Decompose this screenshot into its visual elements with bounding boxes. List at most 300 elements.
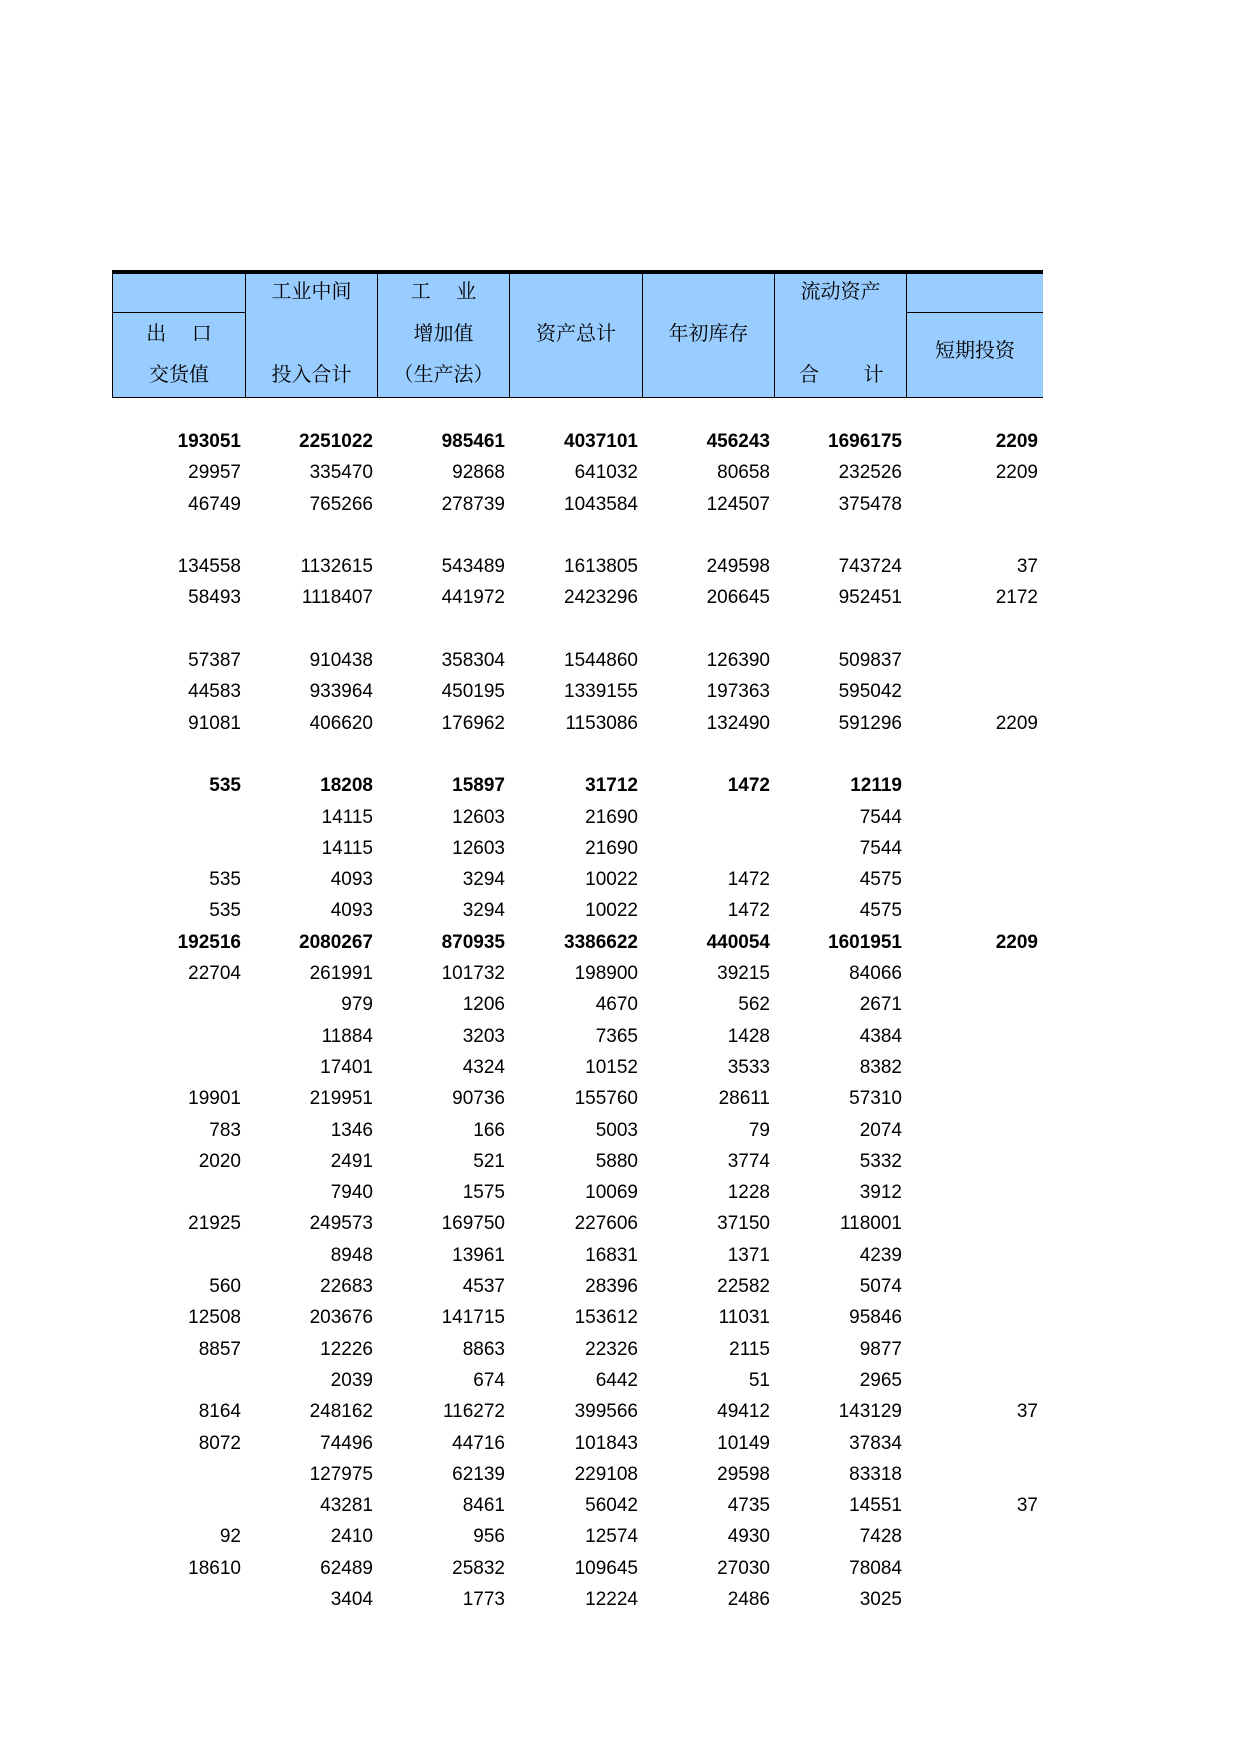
cell-value-added: 92868	[452, 462, 505, 484]
cell-value-added: 278739	[441, 493, 505, 515]
blank-row	[112, 520, 1043, 551]
cell-total-assets: 28396	[585, 1276, 638, 1298]
cell-current-assets-total: 7544	[859, 837, 902, 859]
cell-export-value	[112, 1052, 241, 1083]
cell-total-assets: 109645	[574, 1557, 638, 1579]
table-row	[112, 927, 1043, 958]
cell-opening-inventory: 11031	[718, 1307, 770, 1329]
table-row	[112, 1584, 1043, 1615]
cell-current-assets-total: 4575	[859, 869, 902, 891]
cell-value-added: 44716	[452, 1432, 505, 1454]
cell-value-added: 116272	[443, 1401, 505, 1423]
cell-current-assets-total: 591296	[838, 712, 902, 734]
cell-short-term-investment	[906, 770, 1038, 801]
cell-short-term-investment	[906, 1584, 1038, 1615]
cell-export-value: 22704	[188, 963, 241, 985]
header-line: （生产法）	[393, 362, 494, 386]
cell-export-value: 783	[209, 1119, 241, 1141]
cell-short-term-investment	[906, 1177, 1038, 1208]
cell-current-assets-total: 375478	[838, 493, 902, 515]
header-line: 交货值	[149, 362, 209, 386]
cell-total-assets: 21690	[585, 806, 638, 828]
cell-intermediate-input-total: 765266	[309, 493, 373, 515]
header-intermediate-input-total	[246, 274, 378, 397]
table-row	[112, 770, 1043, 801]
cell-current-assets-total: 12119	[850, 775, 902, 797]
cell-intermediate-input-total: 14115	[321, 806, 373, 828]
table-row	[112, 426, 1043, 457]
cell-opening-inventory: 80658	[717, 462, 770, 484]
cell-total-assets: 4037101	[564, 431, 638, 452]
cell-opening-inventory: 1472	[727, 869, 770, 891]
cell-current-assets-total: 78084	[849, 1557, 902, 1579]
cell-intermediate-input-total: 910438	[309, 650, 373, 672]
cell-intermediate-input-total: 11884	[321, 1025, 373, 1047]
cell-current-assets-total: 118001	[840, 1213, 902, 1235]
cell-current-assets-total: 8382	[859, 1056, 902, 1078]
cell-opening-inventory: 4735	[727, 1495, 770, 1517]
cell-total-assets: 10152	[585, 1056, 638, 1078]
cell-short-term-investment	[906, 1271, 1038, 1302]
cell-value-added: 4537	[462, 1276, 505, 1298]
cell-short-term-investment	[906, 802, 1038, 833]
cell-value-added: 3203	[462, 1025, 505, 1047]
cell-current-assets-total: 4384	[859, 1025, 902, 1047]
cell-total-assets: 6442	[595, 1369, 638, 1391]
cell-current-assets-total: 509837	[838, 650, 902, 672]
cell-total-assets: 10069	[585, 1182, 638, 1204]
cell-opening-inventory: 10149	[717, 1432, 770, 1454]
cell-total-assets: 198900	[574, 963, 638, 985]
cell-short-term-investment	[906, 1428, 1038, 1459]
cell-total-assets: 12224	[585, 1588, 638, 1610]
cell-value-added: 1575	[462, 1182, 505, 1204]
header-current-assets-total	[775, 274, 907, 397]
cell-intermediate-input-total: 4093	[330, 900, 373, 922]
cell-intermediate-input-total: 2251022	[299, 431, 373, 452]
cell-intermediate-input-total: 406620	[309, 712, 373, 734]
cell-short-term-investment	[906, 489, 1038, 520]
cell-total-assets: 1043584	[564, 493, 638, 515]
cell-current-assets-total: 7544	[859, 806, 902, 828]
cell-value-added: 90736	[452, 1088, 505, 1110]
cell-intermediate-input-total: 2080267	[299, 931, 373, 953]
cell-export-value	[112, 1459, 241, 1490]
table-row	[112, 1521, 1043, 1552]
header-value-added	[378, 274, 510, 397]
cell-intermediate-input-total: 17401	[320, 1056, 373, 1078]
cell-short-term-investment	[906, 833, 1038, 864]
cell-intermediate-input-total: 979	[341, 994, 373, 1016]
cell-value-added: 543489	[441, 556, 505, 578]
cell-short-term-investment	[906, 1146, 1038, 1177]
header-divider	[907, 312, 1043, 313]
table-row	[112, 582, 1043, 613]
cell-intermediate-input-total: 62489	[320, 1557, 373, 1579]
cell-total-assets: 227606	[574, 1213, 638, 1235]
cell-export-value: 19901	[188, 1088, 241, 1110]
cell-current-assets-total: 1696175	[828, 431, 902, 452]
cell-total-assets: 4670	[595, 994, 638, 1016]
cell-opening-inventory: 49412	[717, 1401, 770, 1423]
cell-export-value	[112, 989, 241, 1020]
cell-opening-inventory: 28611	[718, 1088, 770, 1110]
cell-intermediate-input-total: 2039	[330, 1369, 373, 1391]
cell-opening-inventory: 2115	[729, 1338, 770, 1360]
cell-short-term-investment	[906, 1365, 1038, 1396]
cell-short-term-investment	[906, 1021, 1038, 1052]
cell-total-assets: 1153086	[565, 712, 638, 734]
cell-intermediate-input-total: 1132615	[300, 556, 373, 578]
cell-short-term-investment: 2209	[995, 931, 1038, 953]
cell-short-term-investment	[906, 895, 1038, 926]
cell-intermediate-input-total: 3404	[330, 1588, 373, 1610]
cell-value-added: 1206	[462, 994, 505, 1016]
cell-export-value: 535	[209, 900, 241, 922]
blank-row	[112, 614, 1043, 645]
blank-row	[112, 739, 1043, 770]
cell-opening-inventory: 27030	[717, 1557, 770, 1579]
cell-total-assets: 5003	[595, 1119, 638, 1141]
table-row	[112, 895, 1043, 926]
cell-export-value: 57387	[188, 650, 241, 672]
cell-export-value: 8857	[198, 1338, 241, 1360]
cell-opening-inventory: 249598	[706, 556, 770, 578]
table-row	[112, 1334, 1043, 1365]
table-row	[112, 1083, 1043, 1114]
cell-opening-inventory: 29598	[717, 1463, 770, 1485]
cell-opening-inventory: 1371	[727, 1244, 770, 1266]
cell-opening-inventory: 37150	[717, 1213, 770, 1235]
cell-intermediate-input-total: 12226	[320, 1338, 373, 1360]
cell-total-assets: 10022	[585, 869, 638, 891]
cell-value-added: 4324	[462, 1056, 505, 1078]
cell-intermediate-input-total: 74496	[320, 1432, 373, 1454]
cell-current-assets-total: 3912	[859, 1182, 902, 1204]
header-line: 合 计	[799, 362, 884, 386]
cell-export-value: 29957	[188, 462, 241, 484]
cell-short-term-investment	[906, 1459, 1038, 1490]
table-row	[112, 1428, 1043, 1459]
cell-total-assets: 12574	[585, 1526, 638, 1548]
cell-value-added: 8863	[462, 1338, 505, 1360]
cell-value-added: 13961	[452, 1244, 505, 1266]
cell-intermediate-input-total: 1118407	[301, 587, 373, 609]
header-divider	[113, 312, 246, 313]
cell-export-value: 535	[209, 775, 241, 797]
cell-value-added: 176962	[441, 712, 505, 734]
cell-opening-inventory: 3774	[727, 1150, 770, 1172]
table-row	[112, 1208, 1043, 1239]
cell-intermediate-input-total: 4093	[330, 869, 373, 891]
header-opening-inventory	[643, 274, 775, 397]
cell-intermediate-input-total: 261991	[309, 963, 373, 985]
cell-current-assets-total: 7428	[859, 1526, 902, 1548]
cell-total-assets: 1544860	[564, 650, 638, 672]
cell-export-value: 21925	[188, 1213, 241, 1235]
header-line: 投入合计	[271, 362, 352, 386]
header-line: 流动资产	[800, 279, 881, 303]
cell-intermediate-input-total: 933964	[309, 681, 373, 703]
cell-export-value: 44583	[188, 681, 241, 703]
cell-intermediate-input-total: 43281	[320, 1495, 373, 1517]
header-line: 短期投资	[935, 338, 1015, 362]
cell-short-term-investment	[906, 676, 1038, 707]
cell-opening-inventory: 1428	[727, 1025, 770, 1047]
table-row	[112, 1553, 1043, 1584]
cell-opening-inventory: 124507	[706, 493, 770, 515]
cell-current-assets-total: 37834	[849, 1432, 902, 1454]
cell-current-assets-total: 5074	[859, 1276, 902, 1298]
cell-opening-inventory	[642, 833, 770, 864]
table-row	[112, 1490, 1043, 1521]
cell-intermediate-input-total: 14115	[321, 837, 373, 859]
table-row	[112, 708, 1043, 739]
cell-intermediate-input-total: 335470	[309, 462, 373, 484]
table-row	[112, 1240, 1043, 1271]
cell-value-added: 985461	[441, 431, 505, 452]
cell-export-value: 18610	[188, 1557, 241, 1579]
cell-export-value: 12508	[188, 1307, 241, 1329]
cell-opening-inventory: 22582	[717, 1276, 770, 1298]
cell-export-value: 535	[209, 869, 241, 891]
cell-export-value	[112, 1177, 241, 1208]
cell-short-term-investment	[906, 1521, 1038, 1552]
table-row	[112, 645, 1043, 676]
table-row	[112, 1365, 1043, 1396]
table-row	[112, 1396, 1043, 1427]
cell-intermediate-input-total: 1346	[330, 1119, 373, 1141]
cell-total-assets: 7365	[595, 1025, 638, 1047]
table-row	[112, 1146, 1043, 1177]
cell-short-term-investment	[906, 1334, 1038, 1365]
table-row	[112, 1271, 1043, 1302]
cell-export-value: 92	[219, 1526, 241, 1548]
table-header	[112, 270, 1043, 398]
header-line: 年初库存	[668, 321, 749, 345]
cell-total-assets: 22326	[585, 1338, 638, 1360]
cell-export-value	[112, 1584, 241, 1615]
cell-current-assets-total: 952451	[838, 587, 902, 609]
cell-value-added: 674	[473, 1369, 505, 1391]
cell-export-value	[112, 1240, 241, 1271]
cell-value-added: 101732	[441, 963, 505, 985]
cell-opening-inventory: 39215	[717, 963, 770, 985]
cell-current-assets-total: 143129	[838, 1401, 902, 1423]
cell-opening-inventory: 79	[748, 1119, 770, 1141]
cell-short-term-investment: 37	[1016, 1495, 1038, 1517]
cell-opening-inventory: 456243	[706, 431, 770, 452]
table-row	[112, 1459, 1043, 1490]
header-line: 增加值	[413, 321, 474, 345]
header-export-value	[113, 274, 246, 397]
cell-current-assets-total: 9877	[859, 1338, 902, 1360]
cell-export-value	[112, 833, 241, 864]
table-row	[112, 1177, 1043, 1208]
cell-opening-inventory: 4930	[727, 1526, 770, 1548]
cell-intermediate-input-total: 22683	[320, 1276, 373, 1298]
cell-intermediate-input-total: 249573	[309, 1213, 373, 1235]
cell-total-assets: 21690	[585, 837, 638, 859]
cell-export-value: 560	[209, 1276, 241, 1298]
cell-export-value	[112, 1365, 241, 1396]
table-row	[112, 833, 1043, 864]
cell-current-assets-total: 2671	[859, 994, 902, 1016]
header-line: 工业中间	[271, 279, 352, 303]
cell-intermediate-input-total: 2410	[330, 1526, 373, 1548]
cell-value-added: 8461	[462, 1495, 505, 1517]
cell-total-assets: 3386622	[564, 931, 638, 953]
cell-current-assets-total: 2074	[859, 1119, 902, 1141]
cell-value-added: 450195	[441, 681, 505, 703]
data-sheet	[112, 270, 1043, 1615]
cell-short-term-investment	[906, 864, 1038, 895]
cell-current-assets-total: 4575	[859, 900, 902, 922]
cell-value-added: 12603	[452, 837, 505, 859]
cell-short-term-investment: 2172	[995, 587, 1038, 609]
cell-total-assets: 16831	[585, 1244, 638, 1266]
cell-opening-inventory: 51	[748, 1369, 770, 1391]
cell-opening-inventory: 440054	[706, 931, 770, 953]
cell-current-assets-total: 232526	[838, 462, 902, 484]
cell-value-added: 169750	[441, 1213, 505, 1235]
cell-value-added: 62139	[452, 1463, 505, 1485]
table-row	[112, 989, 1043, 1020]
cell-intermediate-input-total: 127975	[309, 1463, 373, 1485]
cell-current-assets-total: 2965	[859, 1369, 902, 1391]
cell-intermediate-input-total: 7940	[330, 1182, 373, 1204]
cell-opening-inventory: 132490	[706, 712, 770, 734]
table-row	[112, 1052, 1043, 1083]
cell-short-term-investment	[906, 1302, 1038, 1333]
cell-current-assets-total: 83318	[849, 1463, 902, 1485]
cell-total-assets: 10022	[585, 900, 638, 922]
cell-short-term-investment	[906, 1208, 1038, 1239]
cell-export-value: 193051	[177, 431, 241, 452]
cell-export-value	[112, 802, 241, 833]
cell-short-term-investment	[906, 1083, 1038, 1114]
cell-short-term-investment: 2209	[995, 712, 1038, 734]
cell-value-added: 441972	[441, 587, 505, 609]
cell-export-value: 2020	[198, 1150, 241, 1172]
cell-current-assets-total: 3025	[859, 1588, 902, 1610]
cell-value-added: 358304	[441, 650, 505, 672]
cell-short-term-investment: 2209	[995, 431, 1038, 452]
cell-short-term-investment	[906, 1553, 1038, 1584]
cell-total-assets: 155760	[574, 1088, 638, 1110]
table-row	[112, 676, 1043, 707]
cell-export-value	[112, 1021, 241, 1052]
cell-opening-inventory: 2486	[727, 1588, 770, 1610]
header-short-term-investment	[907, 274, 1043, 397]
cell-value-added: 956	[473, 1526, 505, 1548]
cell-export-value: 91081	[188, 712, 241, 734]
table-row	[112, 958, 1043, 989]
cell-opening-inventory	[642, 802, 770, 833]
table-row	[112, 457, 1043, 488]
cell-opening-inventory: 206645	[706, 587, 770, 609]
cell-total-assets: 1339155	[564, 681, 638, 703]
cell-value-added: 3294	[462, 869, 505, 891]
cell-total-assets: 399566	[574, 1401, 638, 1423]
cell-current-assets-total: 1601951	[828, 931, 902, 953]
cell-current-assets-total: 4239	[859, 1244, 902, 1266]
cell-current-assets-total: 5332	[859, 1150, 902, 1172]
cell-value-added: 141715	[441, 1307, 505, 1329]
table-row	[112, 551, 1043, 582]
table-row	[112, 1302, 1043, 1333]
cell-current-assets-total: 743724	[838, 556, 902, 578]
cell-value-added: 521	[473, 1150, 505, 1172]
cell-opening-inventory: 197363	[706, 681, 770, 703]
table-row	[112, 1021, 1043, 1052]
cell-value-added: 12603	[452, 806, 505, 828]
cell-total-assets: 5880	[595, 1150, 638, 1172]
cell-current-assets-total: 14551	[849, 1495, 902, 1517]
cell-opening-inventory: 1472	[727, 775, 770, 797]
cell-total-assets: 641032	[574, 462, 638, 484]
cell-export-value: 8072	[198, 1432, 241, 1454]
cell-current-assets-total: 95846	[849, 1307, 902, 1329]
cell-intermediate-input-total: 203676	[309, 1307, 373, 1329]
table-row	[112, 1115, 1043, 1146]
cell-export-value: 134558	[177, 556, 241, 578]
cell-value-added: 870935	[441, 931, 505, 953]
cell-total-assets: 1613805	[564, 556, 638, 578]
cell-opening-inventory: 562	[738, 994, 770, 1016]
cell-opening-inventory: 3533	[727, 1056, 770, 1078]
cell-export-value: 8164	[198, 1401, 241, 1423]
cell-export-value	[112, 1490, 241, 1521]
cell-short-term-investment	[906, 958, 1038, 989]
cell-value-added: 3294	[462, 900, 505, 922]
cell-opening-inventory: 1472	[727, 900, 770, 922]
cell-total-assets: 101843	[574, 1432, 638, 1454]
cell-export-value: 192516	[177, 931, 241, 953]
table-row	[112, 802, 1043, 833]
cell-short-term-investment: 2209	[995, 462, 1038, 484]
cell-short-term-investment	[906, 1240, 1038, 1271]
cell-total-assets: 153612	[574, 1307, 638, 1329]
cell-short-term-investment	[906, 1115, 1038, 1146]
cell-short-term-investment	[906, 989, 1038, 1020]
cell-short-term-investment	[906, 1052, 1038, 1083]
cell-total-assets: 2423296	[564, 587, 638, 609]
cell-opening-inventory: 1228	[727, 1182, 770, 1204]
cell-export-value: 58493	[188, 587, 241, 609]
header-line: 资产总计	[536, 321, 616, 345]
table-row	[112, 864, 1043, 895]
cell-total-assets: 229108	[574, 1463, 638, 1485]
cell-current-assets-total: 57310	[849, 1088, 902, 1110]
header-gap	[112, 398, 1043, 426]
cell-intermediate-input-total: 8948	[330, 1244, 373, 1266]
table-row	[112, 489, 1043, 520]
cell-intermediate-input-total: 219951	[309, 1088, 373, 1110]
cell-short-term-investment: 37	[1016, 1401, 1038, 1423]
cell-intermediate-input-total: 248162	[309, 1401, 373, 1423]
cell-value-added: 25832	[452, 1557, 505, 1579]
cell-intermediate-input-total: 18208	[320, 775, 373, 797]
cell-intermediate-input-total: 2491	[330, 1150, 373, 1172]
cell-short-term-investment	[906, 645, 1038, 676]
cell-opening-inventory: 126390	[706, 650, 770, 672]
cell-current-assets-total: 595042	[838, 681, 902, 703]
cell-value-added: 1773	[462, 1588, 505, 1610]
header-line: 出 口	[146, 321, 212, 345]
header-total-assets	[510, 274, 643, 397]
cell-current-assets-total: 84066	[849, 963, 902, 985]
